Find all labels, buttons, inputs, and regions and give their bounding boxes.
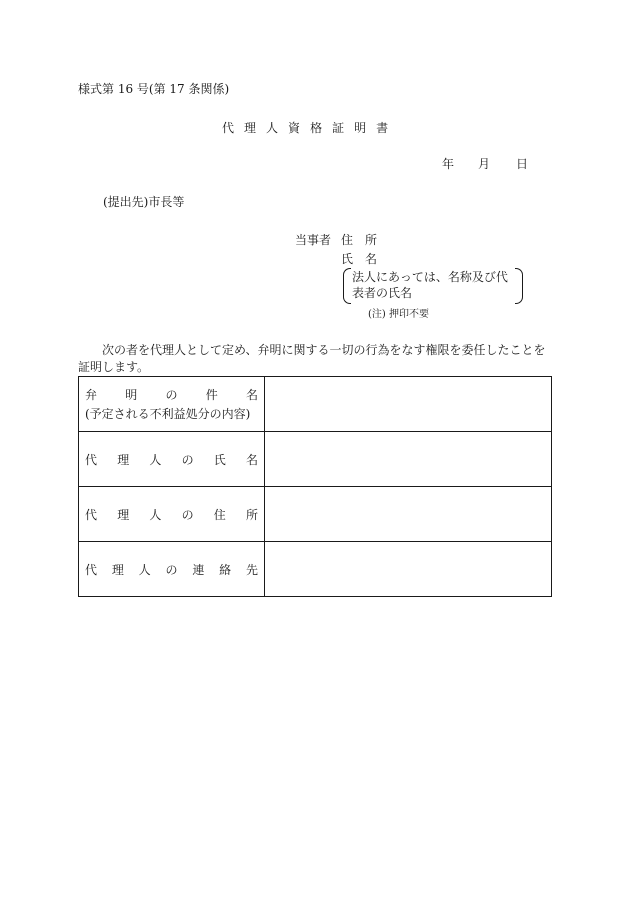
title-char: 資 xyxy=(288,121,311,135)
row-label xyxy=(85,561,258,578)
date-day: 日 xyxy=(516,157,529,171)
row-label xyxy=(85,506,258,523)
date-month: 月 xyxy=(478,157,491,171)
label-cell xyxy=(79,487,265,542)
label-char: の xyxy=(181,507,194,522)
statement: 次の者を代理人として定め、弁明に関する一切の行為をなす権限を委任したことを証明します。 xyxy=(78,343,546,374)
value-cell[interactable] xyxy=(265,542,552,597)
label-char: 住 xyxy=(213,507,226,522)
form-number: 様式第 16 号(第 17 条関係) xyxy=(78,82,230,96)
table-row xyxy=(79,487,552,542)
value-cell[interactable] xyxy=(265,487,552,542)
row-label xyxy=(85,451,258,468)
corporate-note-bracket xyxy=(343,268,523,304)
label-cell xyxy=(79,377,265,432)
party-label: 当事者 xyxy=(295,233,332,247)
row-label xyxy=(85,386,258,403)
label-char: 名 xyxy=(245,388,258,402)
date-line xyxy=(442,155,528,172)
title-char: 格 xyxy=(310,121,333,135)
label-char: 絡 xyxy=(219,562,232,577)
label-char: 先 xyxy=(245,562,258,577)
document-title xyxy=(222,119,398,136)
label-char: 理 xyxy=(117,507,130,522)
label-char: 人 xyxy=(149,507,162,522)
label-char: 弁 xyxy=(85,388,98,402)
label-char: 人 xyxy=(138,562,151,577)
addressee: (提出先)市長等 xyxy=(103,195,185,209)
label-char: 人 xyxy=(149,452,162,467)
label-char: 代 xyxy=(85,562,98,577)
label-char: 所 xyxy=(245,507,258,522)
label-char: の xyxy=(165,388,178,402)
label-char: 理 xyxy=(111,562,124,577)
title-char: 代 xyxy=(222,121,245,135)
table-row xyxy=(79,377,552,432)
date-year: 年 xyxy=(442,157,455,171)
label-char: 連 xyxy=(192,562,205,577)
value-cell[interactable] xyxy=(265,377,552,432)
label-cell xyxy=(79,432,265,487)
title-char: 書 xyxy=(376,121,399,135)
seal-note: (注) 押印不要 xyxy=(368,309,429,320)
table-row xyxy=(79,542,552,597)
label-char: 代 xyxy=(85,452,98,467)
title-char: 人 xyxy=(266,121,289,135)
proxy-info-table xyxy=(78,376,552,597)
label-char: 件 xyxy=(205,388,218,402)
label-cell xyxy=(79,542,265,597)
corporate-note: 法人にあっては、名称及び代表者の氏名 xyxy=(352,270,508,300)
value-cell[interactable] xyxy=(265,432,552,487)
title-char: 証 xyxy=(332,121,355,135)
row-sublabel: (予定される不利益処分の内容) xyxy=(85,407,251,421)
label-char: 氏 xyxy=(213,452,226,467)
label-char: 明 xyxy=(125,388,138,402)
label-char: 理 xyxy=(117,452,130,467)
title-char: 明 xyxy=(354,121,377,135)
table-row xyxy=(79,432,552,487)
party-address-label: 住 所 xyxy=(341,233,378,247)
label-char: の xyxy=(165,562,178,577)
title-char: 理 xyxy=(244,121,267,135)
label-char: の xyxy=(181,452,194,467)
left-bracket xyxy=(343,268,351,304)
label-char: 名 xyxy=(245,452,258,467)
party-name-label: 氏 名 xyxy=(341,252,378,266)
label-char: 代 xyxy=(85,507,98,522)
right-bracket xyxy=(515,268,523,304)
